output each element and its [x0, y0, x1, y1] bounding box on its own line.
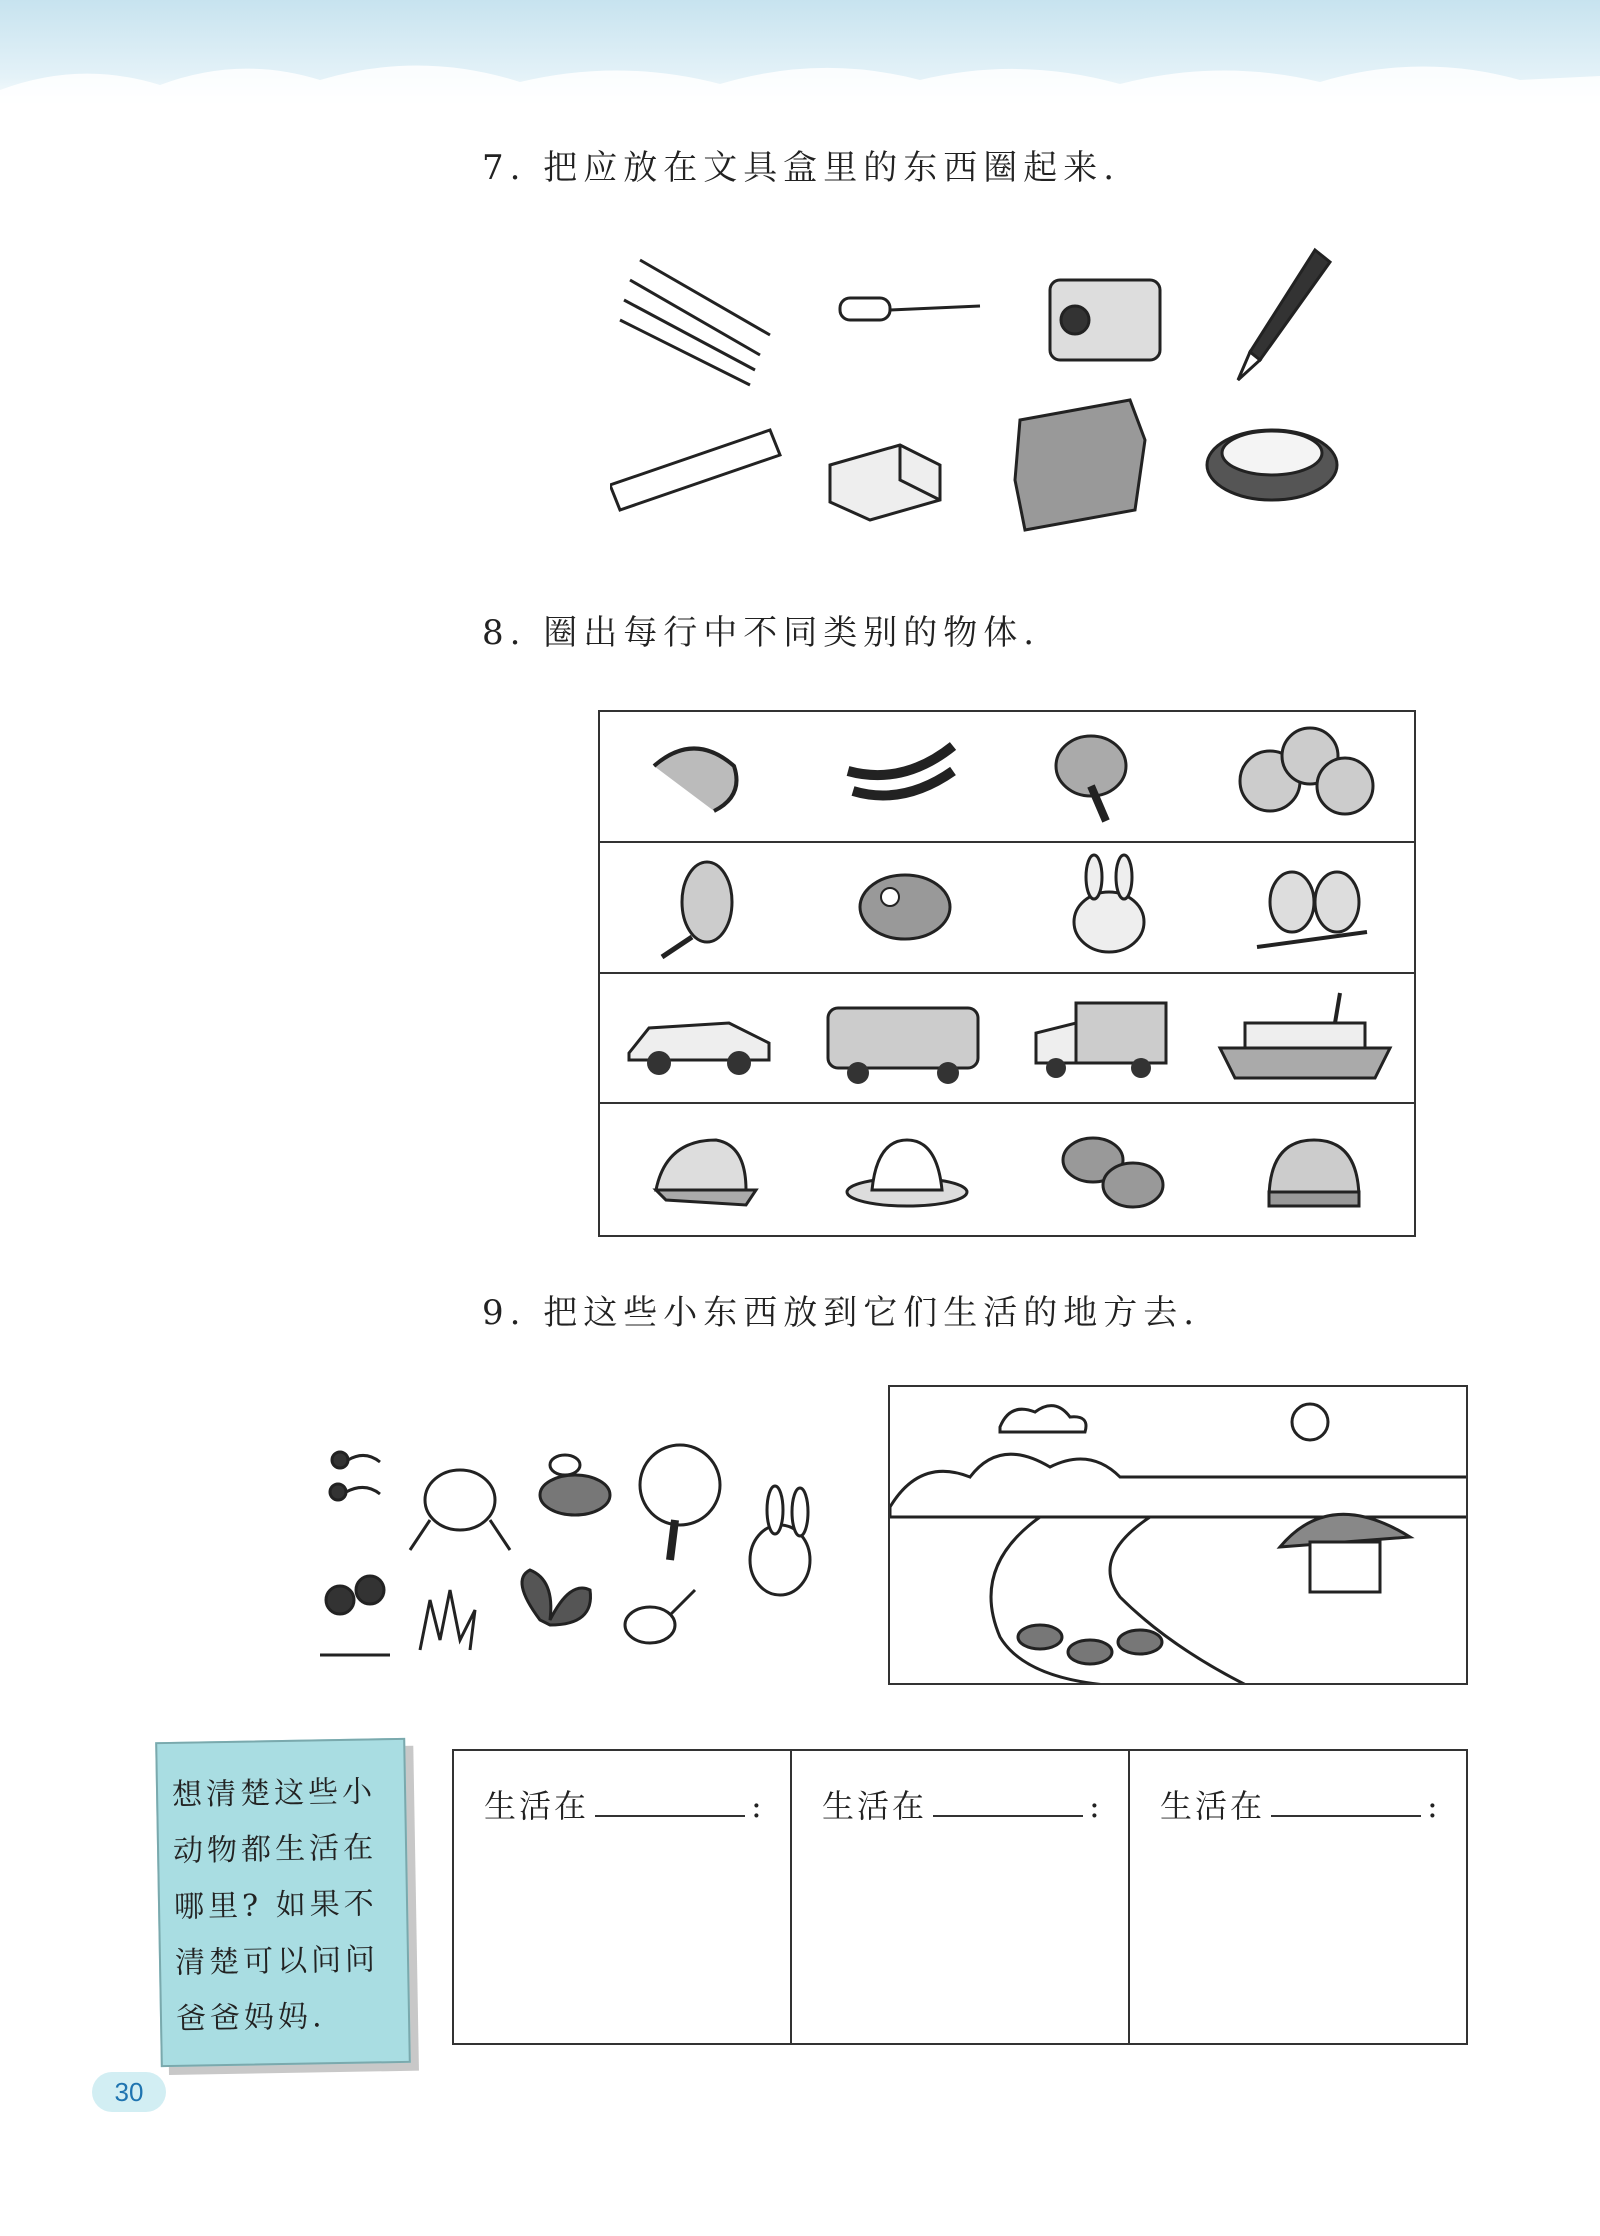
truck-icon[interactable]	[1026, 988, 1176, 1088]
rabbit-icon[interactable]	[1044, 852, 1174, 962]
rabbit-icon	[750, 1486, 810, 1595]
pencils-icon	[620, 260, 770, 385]
q7-items-illustration	[610, 240, 1350, 550]
ship-icon[interactable]	[1215, 988, 1395, 1088]
answer-cell-3[interactable]	[1130, 1751, 1466, 2043]
sharpener-icon	[1050, 280, 1160, 360]
chili-peppers-icon[interactable]	[833, 726, 963, 826]
q8-row-food	[600, 712, 1414, 843]
tip-line: 清楚可以问问	[174, 1942, 380, 1981]
knit-hat-icon[interactable]	[1249, 1120, 1379, 1220]
q8-row-vehicles	[600, 974, 1414, 1105]
tree-icon	[640, 1445, 720, 1560]
cap-icon[interactable]	[636, 1120, 766, 1220]
ruler-icon	[610, 430, 780, 510]
owls-icon[interactable]	[1247, 852, 1377, 962]
bird-icon	[625, 1590, 695, 1643]
tip-note	[155, 1738, 411, 2067]
car-icon[interactable]	[619, 988, 779, 1088]
q9-animals-illustration	[310, 1440, 850, 1670]
fountain-pen-icon	[1238, 250, 1330, 380]
answer-label: 生活在	[484, 1787, 590, 1825]
answer-blank[interactable]	[1271, 1789, 1421, 1817]
flowers-icon	[320, 1576, 390, 1655]
sun-icon	[1292, 1404, 1328, 1440]
shrimp-icon[interactable]	[634, 726, 764, 826]
question-8-title: 8. 圈出每行中不同类别的物体.	[482, 613, 1041, 653]
cloud-icon	[1000, 1406, 1086, 1432]
habitat-landscape-picture	[888, 1385, 1468, 1685]
potatoes-icon[interactable]	[1230, 726, 1380, 826]
answer-blank[interactable]	[595, 1789, 745, 1817]
page-number: 30	[92, 2072, 166, 2112]
answer-label: 生活在	[822, 1787, 928, 1825]
eraser-icon	[830, 445, 940, 520]
mushroom-house-icon	[1280, 1514, 1410, 1592]
tip-line: 想清楚这些小	[171, 1774, 377, 1813]
butterfly-icon	[522, 1570, 591, 1625]
towel-icon	[1015, 400, 1145, 530]
toothbrush-icon	[840, 298, 980, 320]
answer-colon: :	[1089, 1787, 1103, 1825]
bok-choy-icon[interactable]	[1031, 726, 1161, 826]
parrot-icon[interactable]	[637, 852, 767, 962]
grass-icon	[420, 1590, 475, 1650]
answer-colon: :	[751, 1787, 765, 1825]
answer-colon: :	[1427, 1787, 1441, 1825]
q8-row-animals	[600, 843, 1414, 974]
answer-table	[452, 1749, 1468, 2045]
question-9-title: 9. 把这些小东西放到它们生活的地方去.	[482, 1293, 1201, 1333]
bus-icon[interactable]	[818, 988, 988, 1088]
mittens-icon[interactable]	[1048, 1120, 1178, 1220]
answer-cell-2[interactable]	[792, 1751, 1130, 2043]
tip-line: 动物都生活在	[172, 1830, 378, 1869]
bird-icon[interactable]	[840, 852, 970, 962]
answer-label: 生活在	[1160, 1787, 1266, 1825]
tip-line: 哪里? 如果不	[173, 1886, 378, 1925]
sky-header-banner	[0, 0, 1600, 110]
bee-icon	[540, 1455, 610, 1515]
tip-line: 爸爸妈妈.	[175, 1999, 326, 2037]
answer-cell-1[interactable]	[454, 1751, 792, 2043]
question-7-title: 7. 把应放在文具盒里的东西圈起来.	[482, 148, 1121, 188]
sun-hat-icon[interactable]	[837, 1120, 977, 1220]
frog-icon	[410, 1470, 510, 1550]
tadpoles-icon	[330, 1452, 380, 1500]
soap-icon	[1207, 430, 1337, 500]
answer-blank[interactable]	[933, 1789, 1083, 1817]
q8-objects-grid	[598, 710, 1416, 1237]
q8-row-wearables	[600, 1104, 1414, 1235]
